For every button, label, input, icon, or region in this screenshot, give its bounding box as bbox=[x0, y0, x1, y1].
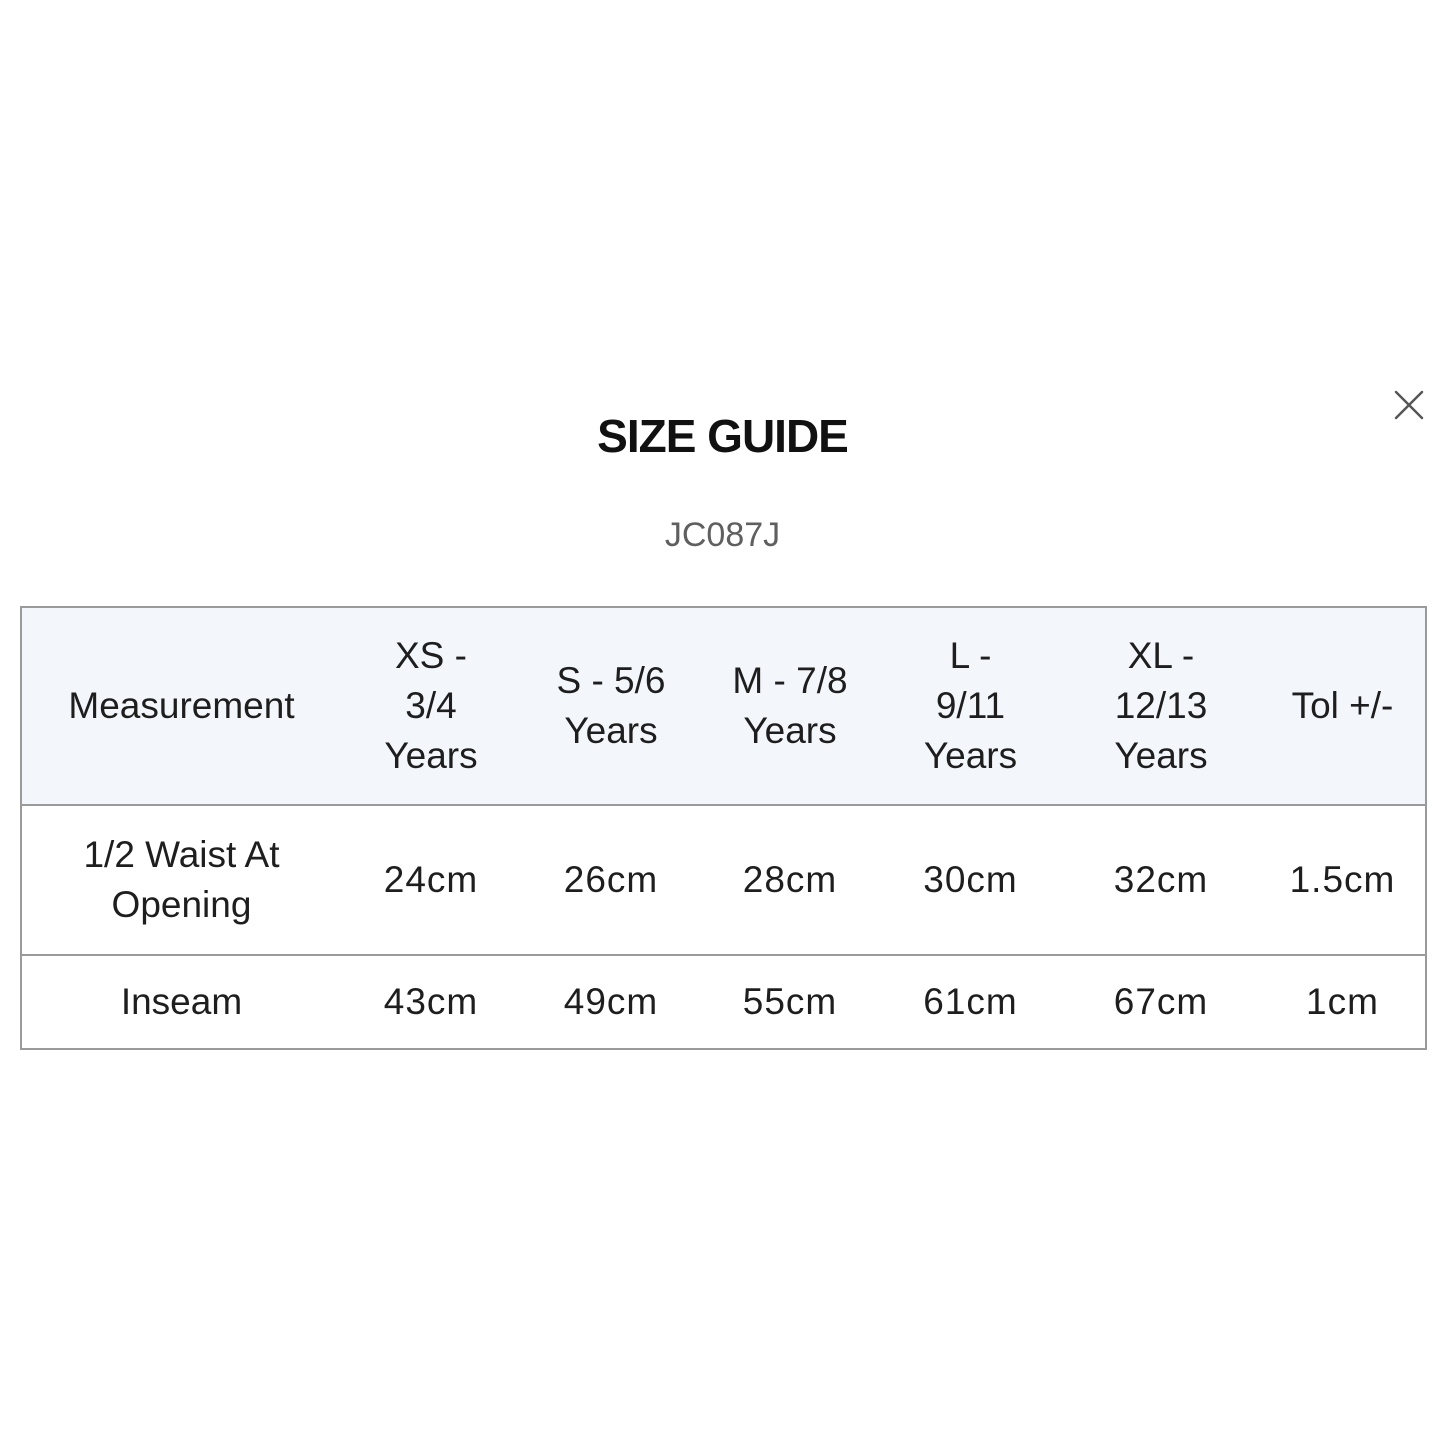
cell-value: 30cm bbox=[923, 859, 1018, 900]
cell-value: 49cm bbox=[563, 981, 659, 1022]
cell-value: 43cm bbox=[383, 981, 479, 1022]
table-row bbox=[21, 805, 1426, 955]
header-tolerance: Tol +/- bbox=[1260, 607, 1426, 805]
header-size-xs: XS - 3/4 Years bbox=[341, 607, 521, 805]
cell-value: 55cm bbox=[742, 981, 838, 1022]
cell-value: 67cm bbox=[1113, 981, 1209, 1022]
product-code: JC087J bbox=[664, 516, 781, 554]
cell-value: 1.5cm bbox=[1289, 859, 1396, 900]
size-table bbox=[20, 606, 1427, 1050]
header-measurement: Measurement bbox=[21, 607, 341, 805]
header-size-m: M - 7/8 Years bbox=[701, 607, 879, 805]
cell-value: 24cm bbox=[383, 859, 479, 900]
cell-value: 61cm bbox=[923, 981, 1018, 1022]
row-label-waist: 1/2 Waist At Opening bbox=[83, 834, 280, 925]
cell-value: 26cm bbox=[563, 859, 659, 900]
modal-title: SIZE GUIDE bbox=[597, 410, 848, 462]
cell-value: 28cm bbox=[742, 859, 838, 900]
header-size-xl: XL - 12/13 Years bbox=[1062, 607, 1260, 805]
row-label-inseam: Inseam bbox=[120, 981, 243, 1022]
header-size-s: S - 5/6 Years bbox=[521, 607, 701, 805]
cell-value: 32cm bbox=[1113, 859, 1209, 900]
table-header-row bbox=[21, 607, 1426, 805]
table-row bbox=[21, 955, 1426, 1049]
header-size-l: L - 9/11 Years bbox=[879, 607, 1062, 805]
cell-value: 1cm bbox=[1306, 981, 1379, 1022]
